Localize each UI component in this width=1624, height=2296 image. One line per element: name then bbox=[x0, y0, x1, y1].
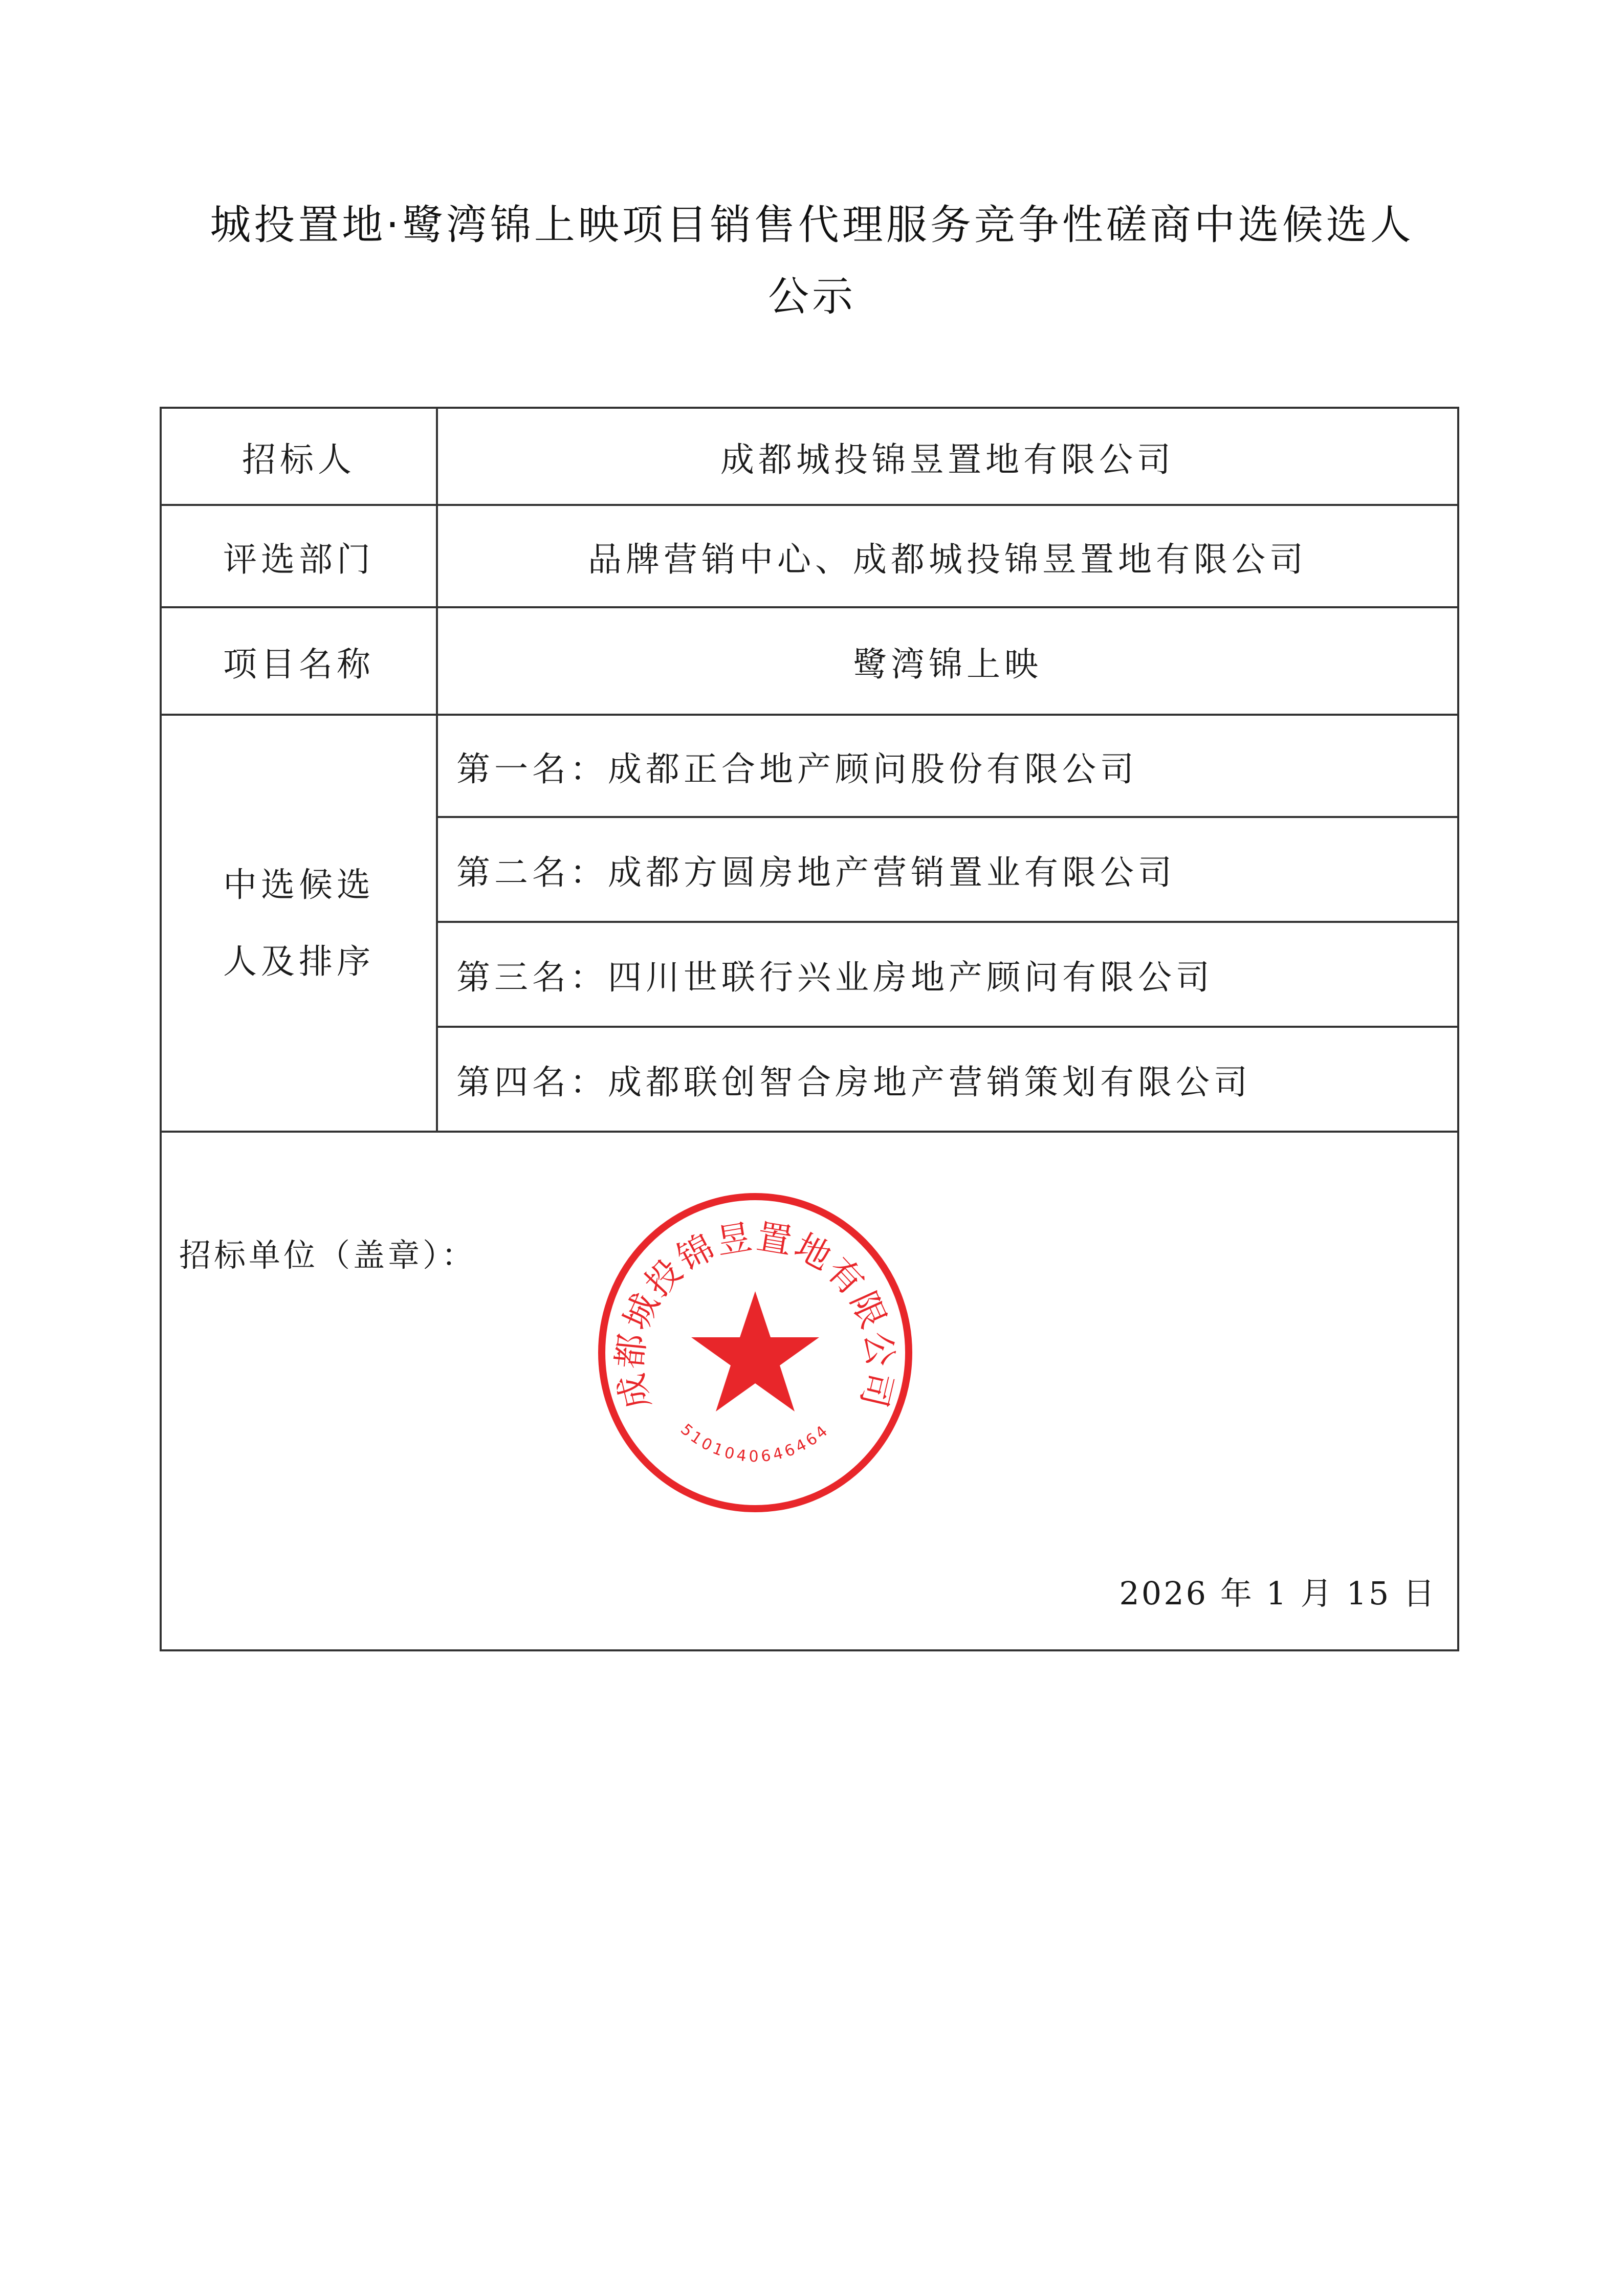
candidate-company: 成都联创智合房地产营销策划有限公司 bbox=[608, 1063, 1252, 1102]
candidate-company: 成都正合地产顾问股份有限公司 bbox=[608, 749, 1138, 789]
candidate-4 bbox=[437, 1027, 1458, 1132]
table-row-candidate bbox=[161, 715, 1458, 817]
project-name-value: 鹭湾锦上映 bbox=[437, 607, 1458, 715]
signature-date: 2026 年 1 月 15 日 bbox=[1119, 1575, 1437, 1612]
stamp-company-text: 成都城投锦昱置地有限公司 bbox=[609, 1217, 901, 1414]
tenderer-label: 招标人 bbox=[161, 408, 437, 505]
candidates-label-line1: 中选候选 bbox=[223, 865, 375, 904]
candidate-company: 成都方圆房地产营销置业有限公司 bbox=[608, 853, 1176, 892]
table-row-project-name bbox=[161, 607, 1458, 715]
candidate-rank: 第三名： bbox=[456, 958, 608, 997]
star-icon bbox=[691, 1291, 819, 1411]
svg-text:5101040646464 bbox=[677, 1421, 833, 1466]
candidate-company: 四川世联行兴业房地产顾问有限公司 bbox=[608, 958, 1214, 997]
signature-label: 招标单位（盖章）： bbox=[179, 1237, 477, 1274]
candidates-label bbox=[161, 715, 437, 1132]
table-row-tenderer bbox=[161, 408, 1458, 505]
document-title: 城投置地·鹭湾锦上映项目销售代理服务竞争性磋商中选候选人 bbox=[210, 201, 1414, 249]
company-seal-stamp bbox=[591, 1189, 919, 1516]
tenderer-value: 成都城投锦昱置地有限公司 bbox=[437, 408, 1458, 505]
evaluation-dept-value: 品牌营销中心、成都城投锦昱置地有限公司 bbox=[437, 505, 1458, 607]
stamp-number: 5101040646464 bbox=[677, 1420, 833, 1466]
candidate-3 bbox=[437, 922, 1458, 1027]
table-row-signature bbox=[161, 1132, 1458, 1650]
candidate-rank: 第四名： bbox=[456, 1063, 608, 1102]
candidate-2 bbox=[437, 817, 1458, 922]
evaluation-dept-label: 评选部门 bbox=[161, 505, 437, 607]
table-row-evaluation-dept bbox=[161, 505, 1458, 607]
candidates-label-line2: 人及排序 bbox=[223, 941, 375, 981]
candidate-1 bbox=[437, 715, 1458, 817]
document-subtitle: 公示 bbox=[768, 273, 856, 320]
notice-table bbox=[160, 407, 1459, 1651]
project-name-label: 项目名称 bbox=[161, 607, 437, 715]
candidate-rank: 第二名： bbox=[456, 853, 608, 892]
candidate-rank: 第一名： bbox=[456, 749, 608, 789]
signature-cell bbox=[161, 1132, 1458, 1650]
